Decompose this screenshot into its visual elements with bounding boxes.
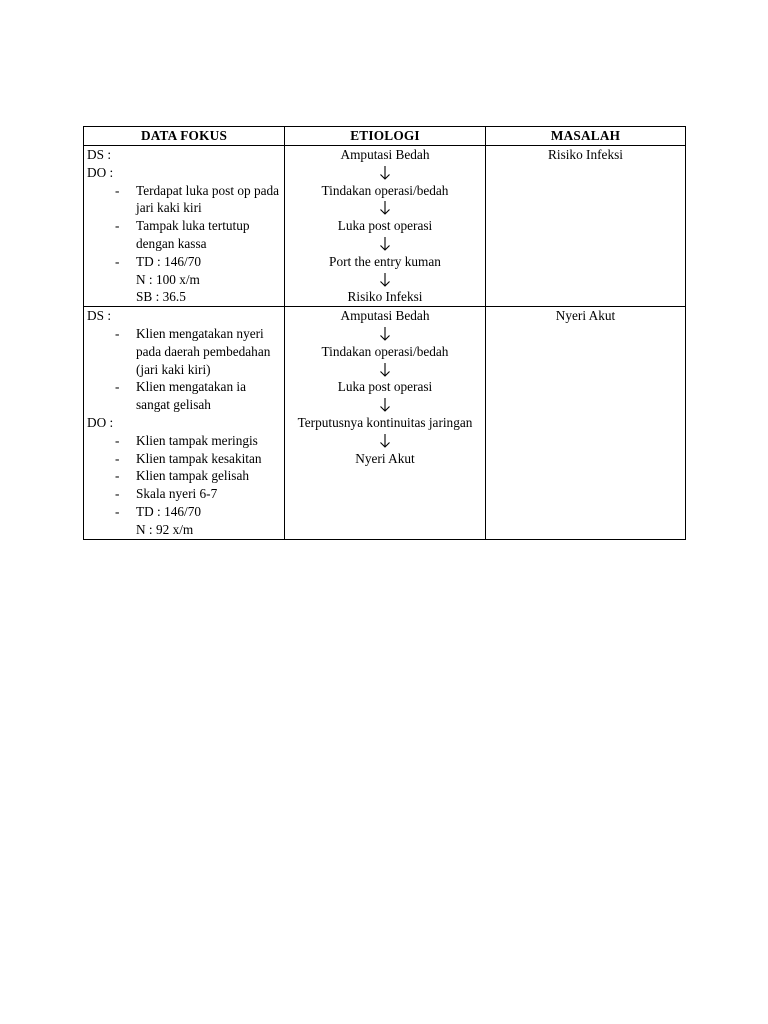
ds-list <box>87 325 281 414</box>
data-fokus-cell <box>84 146 285 307</box>
arrow-down-icon <box>288 432 482 450</box>
list-marker: - <box>115 450 120 466</box>
analisa-data-table <box>83 126 686 540</box>
etiologi-step: Risiko Infeksi <box>347 289 423 305</box>
etiologi-step: Terputusnya kontinuitas jaringan <box>297 414 473 430</box>
etiologi-step: Amputasi Bedah <box>340 308 430 324</box>
list-item: - Terdapat luka post op pada jari kaki kiri <box>115 182 280 216</box>
list-item: - TD : 146/70 <box>115 503 202 519</box>
etiologi-step: Nyeri Akut <box>355 450 415 466</box>
list-marker: - <box>115 503 120 519</box>
do-label: DO : <box>87 164 114 180</box>
data-fokus-cell <box>84 307 285 539</box>
ds-label: DS : <box>87 308 112 324</box>
header-etiologi: ETIOLOGI <box>285 127 486 146</box>
vital-sign-line: N : 92 x/m <box>136 521 194 537</box>
arrow-down-icon <box>288 361 482 379</box>
table-row <box>84 307 686 539</box>
header-data-fokus: DATA FOKUS <box>84 127 285 146</box>
etiologi-step: Amputasi Bedah <box>340 147 430 162</box>
do-list <box>87 432 281 521</box>
list-item: - Klien mengatakan nyeri pada daerah pembedahan (jari kaki kiri) <box>115 325 271 377</box>
list-item: - Skala nyeri 6-7 <box>115 486 218 502</box>
header-masalah: MASALAH <box>486 127 686 146</box>
arrow-down-icon <box>288 235 482 253</box>
list-marker: - <box>115 379 120 395</box>
etiologi-cell <box>285 307 486 539</box>
list-item: - Klien mengatakan ia sangat gelisah <box>115 379 247 413</box>
list-marker: - <box>115 253 120 269</box>
etiologi-step: Luka post operasi <box>337 379 433 395</box>
table-header-row <box>84 127 686 146</box>
list-item: - TD : 146/70 <box>115 253 202 269</box>
list-marker: - <box>115 468 120 484</box>
list-marker: - <box>115 182 120 198</box>
etiologi-cell <box>285 146 486 307</box>
table-row <box>84 146 686 307</box>
list-marker: - <box>115 218 120 234</box>
arrow-down-icon <box>288 271 482 289</box>
etiologi-step: Port the entry kuman <box>329 253 441 269</box>
vital-sign-line: SB : 36.5 <box>136 289 186 305</box>
arrow-down-icon <box>288 325 482 343</box>
arrow-down-icon <box>288 199 482 217</box>
masalah-cell: Risiko Infeksi <box>486 146 686 307</box>
do-label: DO : <box>87 414 114 430</box>
list-item: - Tampak luka tertutup dengan kassa <box>115 218 250 251</box>
etiologi-step: Tindakan operasi/bedah <box>321 182 449 198</box>
list-marker: - <box>115 486 120 502</box>
etiologi-step: Luka post operasi <box>337 218 433 234</box>
arrow-down-icon <box>288 396 482 414</box>
list-item: - Klien tampak gelisah <box>115 468 249 484</box>
list-marker: - <box>115 432 120 448</box>
list-marker: - <box>115 325 120 341</box>
vital-sign-line: N : 100 x/m <box>136 271 200 287</box>
etiologi-step: Tindakan operasi/bedah <box>321 343 449 359</box>
masalah-cell: Nyeri Akut <box>486 307 686 539</box>
list-item: - Klien tampak kesakitan <box>115 450 262 466</box>
list-item: - Klien tampak meringis <box>115 432 258 448</box>
do-list <box>87 182 281 271</box>
ds-label: DS : <box>87 147 112 162</box>
arrow-down-icon <box>288 164 482 182</box>
